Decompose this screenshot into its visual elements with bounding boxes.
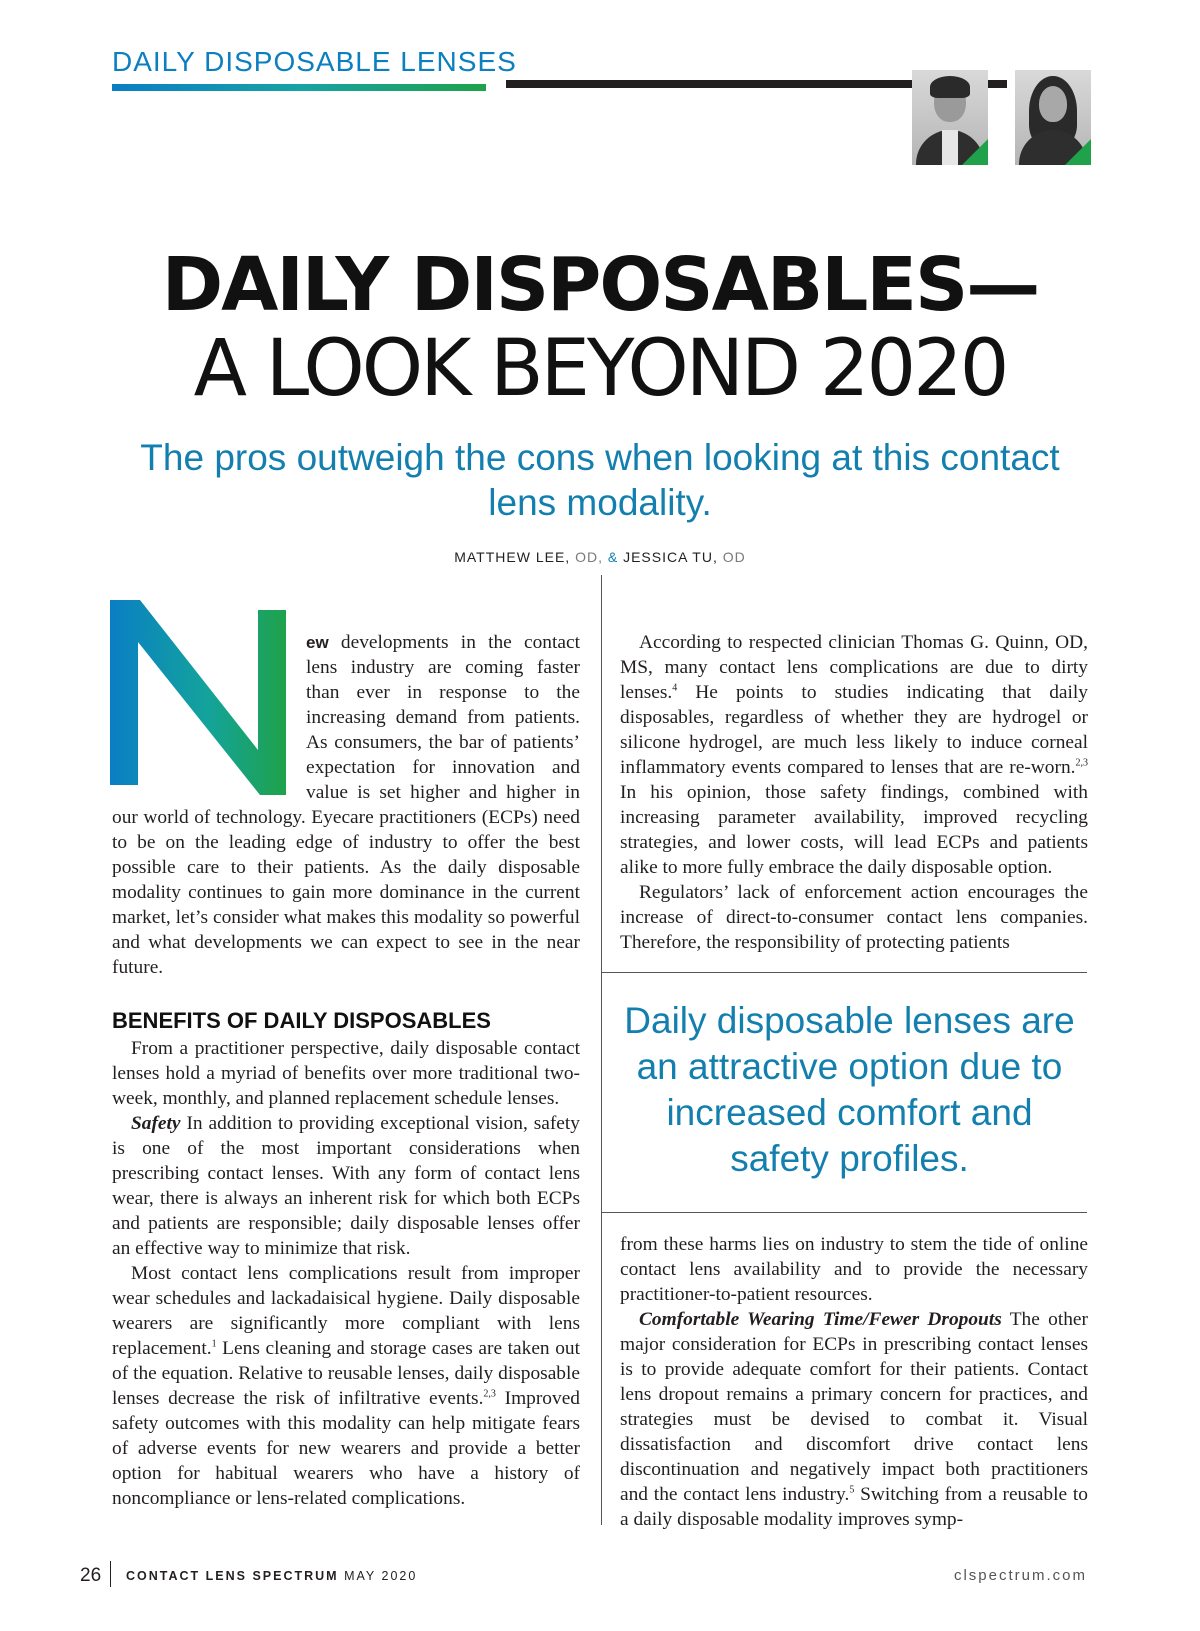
dropcap-letter: [110, 600, 296, 795]
footnote-ref: 1: [211, 1338, 217, 1350]
photo-face: [1039, 86, 1067, 122]
footnote-ref: 5: [849, 1484, 855, 1496]
comfort-paragraph: [620, 1307, 1088, 1532]
right-column-bottom: [620, 1232, 1088, 1532]
quinn-paragraph: [620, 630, 1088, 880]
safety-runin-label: Safety: [131, 1113, 181, 1134]
comfort-text-a: The other major consideration for ECPs in prescribing contact lenses is to provide adequate comfort for their patients. Contact lens dropout remains a primary concern for practices, and strategies must be devised to combat it. Visual dissatisfaction and discomfort drive contact lens discontinuation and negatively impact both practitioners and the contact lens industry.: [620, 1309, 1088, 1505]
intro-text: developments in the contact lens industry are coming faster than ever in response to the increasing demand from patients. As consumers, the bar of patients’ expectation for innovation and value is set higher and higher in our world of technology. Eyecare practitioners (ECPs) need to be on the leading edge of industry to offer the best possible care to their patients. As the daily disposable modality continues to gain more dominance in the current market, let’s consider what makes this modality so powerful and what developments we can expect to see in the near future.: [112, 632, 580, 978]
author-photo-jessica-tu: [1015, 70, 1091, 165]
column-divider: [601, 575, 602, 1525]
pullquote-rule-top: [601, 972, 1087, 973]
comfort-runin-label: Comfortable Wearing Time/Fewer Dropouts: [639, 1309, 1002, 1330]
safety-paragraph: [112, 1111, 580, 1261]
section-underline: [112, 84, 486, 91]
pullquote: Daily disposable lenses are an attractive option due to increased comfort and safety profiles.: [624, 1000, 1075, 1179]
journal-url: clspectrum.com: [953, 1567, 1087, 1584]
footer-divider: [110, 1561, 111, 1587]
complications-text-b: Lens cleaning and storage cases are taken out of the equation. Relative to reusable lenses, daily disposable lenses decrease the risk of infiltrative events.: [112, 1338, 580, 1409]
author-photo-matthew-lee: [912, 70, 988, 165]
section-label: DAILY DISPOSABLE LENSES: [112, 46, 517, 77]
regulators-paragraph: Regulators’ lack of enforcement action encourages the increase of direct-to-consumer contact lens companies. Therefore, the responsibility of protecting patients: [620, 882, 1088, 953]
photo-corner-accent: [962, 139, 988, 165]
photo-hair: [930, 76, 970, 98]
right-column-top: [620, 630, 1088, 955]
left-column: [112, 630, 580, 1511]
benefits-paragraph: From a practitioner perspective, daily disposable contact lenses hold a myriad of benefits over more traditional two-week, monthly, and planned replacement schedule lenses.: [112, 1038, 580, 1109]
quinn-text-c: In his opinion, those safety findings, combined with increasing parameter availability, improved recycling strategies, and lower costs, will lead ECPs and patients alike to more fully embrace the daily disposable option.: [620, 782, 1088, 878]
complications-text-a: Most contact lens complications result from improper wear schedules and lackadaisical hygiene. Daily disposable wearers are significantly more compliant with lens replacement.: [112, 1263, 580, 1359]
footnote-ref: 2,3: [483, 1388, 496, 1400]
author-credential-2: OD: [717, 549, 746, 565]
journal-issue: MAY 2020: [338, 1569, 418, 1583]
author-credential-1: OD,: [570, 549, 603, 565]
footnote-ref: 2,3: [1075, 757, 1088, 769]
footnote-ref: 4: [672, 682, 678, 694]
journal-name: [126, 1569, 417, 1583]
article-subtitle: The pros outweigh the cons when looking at this contact lens modality.: [140, 437, 1060, 523]
author-name-2: JESSICA TU,: [623, 549, 718, 565]
quinn-text-b: He points to studies indicating that daily disposables, regardless of whether they are hydrogel or silicone hydrogel, are much less likely to induce corneal inflammatory events compared to lenses that are re-worn.: [620, 682, 1088, 778]
byline: [0, 549, 1200, 565]
intro-paragraph: [112, 630, 580, 980]
headline-line-1: DAILY DISPOSABLES—: [161, 242, 1039, 328]
journal-title: CONTACT LENS SPECTRUM: [126, 1569, 339, 1583]
byline-ampersand: &: [602, 549, 624, 565]
author-name-1: MATTHEW LEE,: [454, 549, 571, 565]
continued-paragraph: from these harms lies on industry to stem the tide of online contact lens availability and to provide the necessary practitioner-to-patient resources.: [620, 1234, 1088, 1305]
complications-paragraph: [112, 1261, 580, 1511]
quinn-text-a: According to respected clinician Thomas G. Quinn, OD, MS, many contact lens complications are due to dirty lenses.: [620, 632, 1088, 703]
pullquote-rule-bottom: [601, 1212, 1087, 1213]
photo-corner-accent: [1065, 139, 1091, 165]
comfort-text-b: Switching from a reusable to a daily disposable modality improves symp-: [620, 1484, 1088, 1530]
intro-lead-word: ew: [306, 633, 329, 652]
safety-text: In addition to providing exceptional vision, safety is one of the most important considerations when prescribing contact lenses. With any form of contact lens wear, there is always an inherent risk for which both ECPs and patients are responsible; daily disposable lenses offer an effective way to minimize that risk.: [112, 1113, 580, 1259]
page-number: 26: [80, 1565, 102, 1586]
complications-text-c: Improved safety outcomes with this modality can help mitigate fears of adverse events for new wearers and provide a better option for habitual wearers who have a history of noncompliance or lens-related complications.: [112, 1388, 580, 1509]
section-heading: BENEFITS OF DAILY DISPOSABLES: [112, 1008, 491, 1033]
headline-line-2: A LOOK BEYOND 2020: [193, 324, 1007, 414]
